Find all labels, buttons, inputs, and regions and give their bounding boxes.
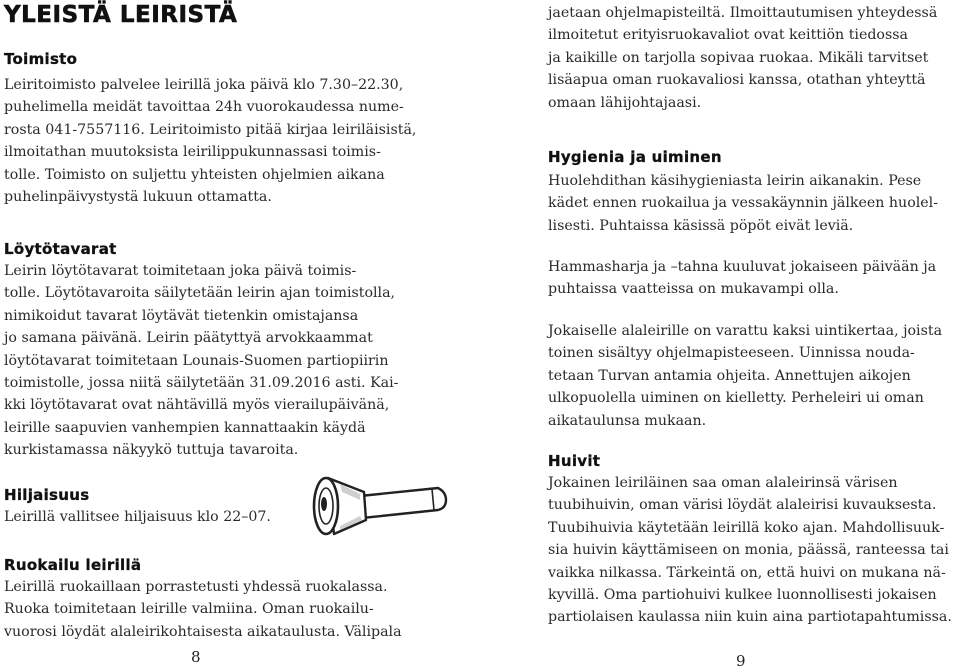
heading-hygienia: Hygienia ja uiminen <box>548 148 722 166</box>
text-line: toimistolle, jossa niitä säilytetään 31.09.2016 asti. Kai- <box>4 375 399 392</box>
text-line: Leirin löytötavarat toimitetaan joka päivä toimis- <box>4 263 357 279</box>
text-line: Leiritoimisto palvelee leirillä joka päivä klo 7.30–22.30, <box>4 77 404 93</box>
text-line: puhtaissa vaatteissa on mukavampi olla. <box>548 281 839 298</box>
text-line: vaikka nilkassa. Tärkeintä on, että huivi on mukana nä- <box>548 564 946 581</box>
text-line: kurkistamassa näkyykö tuttuja tavaroita. <box>4 442 299 459</box>
flashlight-icon <box>300 470 450 540</box>
text-line: Jokainen leiriläinen saa oman alaleirinsä värisen <box>548 475 898 491</box>
page-title: YLEISTÄ LEIRISTÄ <box>4 2 238 28</box>
text-line: leirille saapuvien vanhempien kannattaakin käydä <box>4 419 366 436</box>
text-line: Hammasharja ja –tahna kuuluvat jokaiseen päivään ja <box>548 259 937 275</box>
text-line: rosta 041-7557116. Leiritoimisto pitää kirjaa leiriläisistä, <box>4 121 417 138</box>
paragraph-ruokailu-continued <box>548 2 937 114</box>
text-line: Leirillä vallitsee hiljaisuus klo 22–07. <box>4 509 271 525</box>
text-line: tolle. Toimisto on suljettu yhteisten ohjelmien aikana <box>4 166 385 183</box>
heading-hiljaisuus: Hiljaisuus <box>4 486 90 504</box>
paragraph-loytotavarat <box>4 260 398 462</box>
text-line: ja kaikille on tarjolla sopivaa ruokaa. Mikäli tarvitset <box>548 49 929 66</box>
page-number-right: 9 <box>736 652 746 670</box>
text-line: jo samana päivänä. Leirin päätyttyä arvokkaammat <box>4 330 373 347</box>
text-line: tolle. Löytötavaroita säilytetään leirin ajan toimistolla, <box>4 285 396 302</box>
text-line: tetaan Turvan antamia ohjeita. Annettujen aikojen <box>548 367 911 384</box>
text-line: kki löytötavarat ovat nähtävillä myös vierailupäivänä, <box>4 397 390 414</box>
paragraph-huivit <box>548 472 952 629</box>
text-line: partiolaisen kaulassa niin kuin aina partiotapahtumissa. <box>548 609 952 626</box>
text-line: puhelinpäivystystä lukuun ottamatta. <box>4 189 272 206</box>
text-line: ilmoitetut erityisruokavaliot ovat keittiön tiedossa <box>548 27 908 44</box>
text-line: jaetaan ohjelmapisteiltä. Ilmoittautumisen yhteydessä <box>548 5 938 21</box>
text-line: kädet ennen ruokailua ja vessakäynnin jälkeen huolel- <box>548 195 938 212</box>
text-line: sia huivin käyttämiseen on monia, päässä, ranteessa tai <box>548 542 949 559</box>
text-line: nimikoidut tavarat löytävät tietenkin omistajansa <box>4 307 359 324</box>
heading-huivit: Huivit <box>548 452 601 470</box>
heading-ruokailu: Ruokailu leirillä <box>4 556 142 574</box>
text-line: Jokaiselle alaleirille on varattu kaksi uintikertaa, joista <box>548 323 943 339</box>
paragraph-hygienia-1 <box>548 170 938 237</box>
heading-toimisto: Toimisto <box>4 50 78 68</box>
text-line: kyvillä. Oma partiohuivi kulkee luonnollisesti jokaisen <box>548 587 937 604</box>
paragraph-hiljaisuus <box>4 506 271 528</box>
text-line: lisäapua oman ruokavaliosi kanssa, otathan yhteyttä <box>548 72 926 89</box>
heading-loytotavarat: Löytötavarat <box>4 240 117 258</box>
paragraph-toimisto <box>4 74 416 208</box>
text-line: ulkopuolella uiminen on kielletty. Perheleiri ui oman <box>548 390 924 407</box>
text-line: tuubihuivin, oman värisi löydät alaleirisi kuvauksesta. <box>548 497 937 514</box>
text-line: Huolehdithan käsihygieniasta leirin aikanakin. Pese <box>548 173 922 189</box>
text-line: ilmoitathan muutoksista leirilippukunnassasi toimis- <box>4 144 381 161</box>
paragraph-ruokailu <box>4 576 402 643</box>
text-line: löytötavarat toimitetaan Lounais-Suomen partiopiirin <box>4 352 389 369</box>
text-line: omaan lähijohtajaasi. <box>548 94 702 111</box>
text-line: puhelimella meidät tavoittaa 24h vuorokaudessa nume- <box>4 99 404 116</box>
paragraph-hygienia-2 <box>548 256 936 301</box>
page-number-left: 8 <box>191 648 201 666</box>
text-line: vuorosi löydät alaleirikohtaisesta aikataulusta. Välipala <box>4 623 402 640</box>
text-line: Ruoka toimitetaan leirille valmiina. Oman ruokailu- <box>4 601 374 618</box>
text-line: lisesti. Puhtaissa käsissä pöpöt eivät leviä. <box>548 217 854 234</box>
text-line: aikataulunsa mukaan. <box>548 412 707 429</box>
text-line: toinen sisältyy ohjelmapisteeseen. Uinnissa nouda- <box>548 345 915 362</box>
paragraph-hygienia-3 <box>548 320 942 432</box>
text-line: Leirillä ruokaillaan porrastetusti yhdessä ruokalassa. <box>4 579 388 595</box>
text-line: Tuubihuivia käytetään leirillä koko ajan. Mahdollisuuk- <box>548 519 945 536</box>
